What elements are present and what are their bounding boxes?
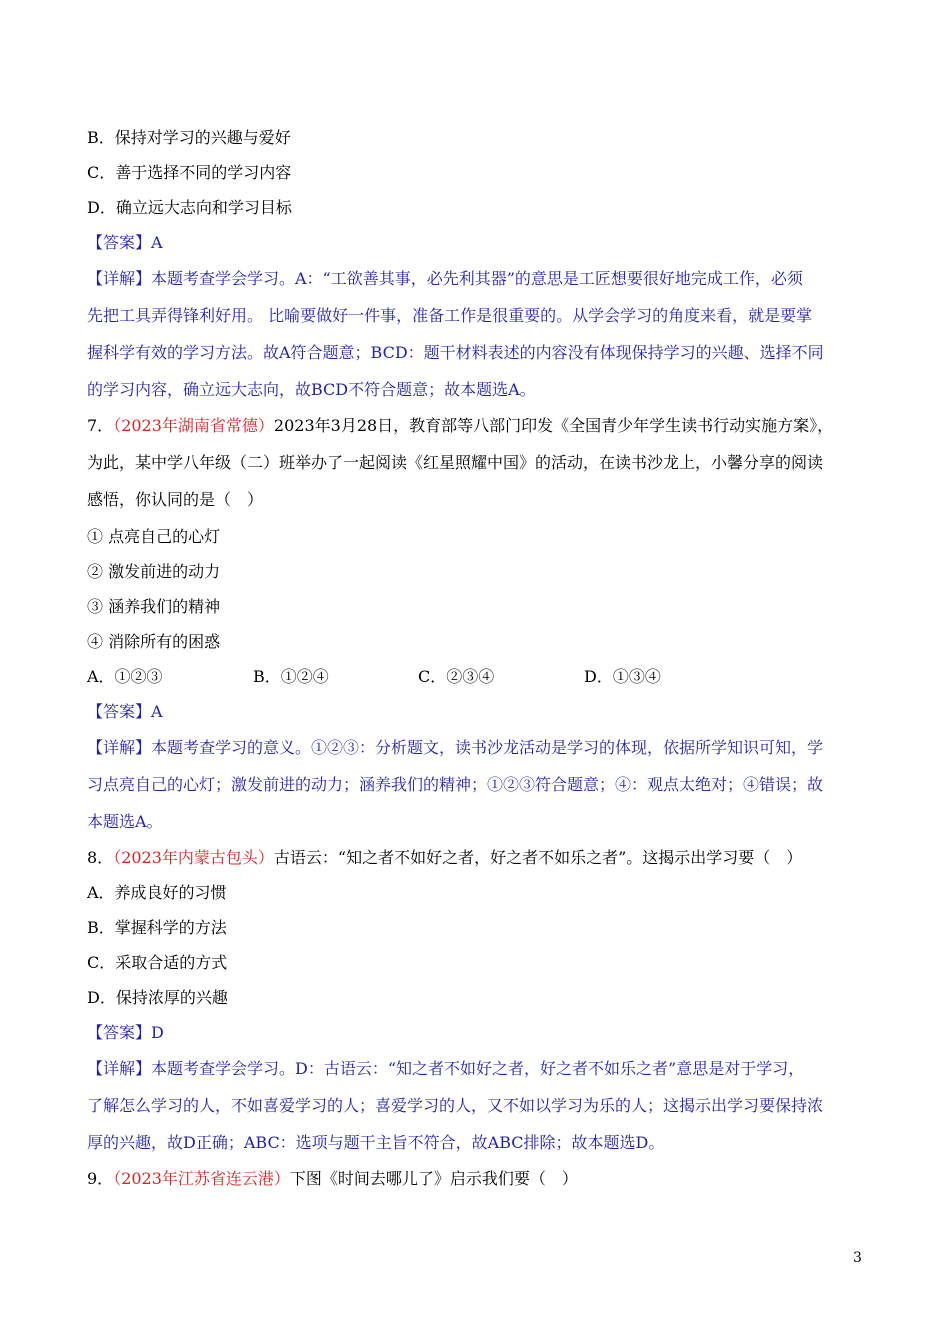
q9-number: 9． [87, 1169, 114, 1188]
q8-explanation-line-3: 厚的兴趣，故D正确；ABC：选项与题干主旨不符合，故ABC排除；故本题选D。 [87, 1133, 665, 1152]
q8-option-a: A．养成良好的习惯 [87, 883, 227, 902]
q7-stem-text-1: 2023年3月28日，教育部等八部门印发《全国青少年学生读书行动实施方案》， [273, 416, 834, 435]
q6-option-d: D．确立远大志向和学习目标 [87, 198, 292, 217]
q7-item-2: ② 激发前进的动力 [87, 562, 221, 581]
q7-option-c: C．②③④ [418, 667, 495, 686]
q7-option-d: D．①③④ [584, 667, 661, 686]
q8-option-b: B．掌握科学的方法 [87, 918, 227, 937]
q7-source: （2023年湖南省常德） [113, 416, 274, 435]
q9-stem-text: 下图《时间去哪儿了》启示我们要（ ） [289, 1169, 578, 1188]
q9-source: （2023年江苏省连云港） [113, 1169, 290, 1188]
q6-option-c: C．善于选择不同的学习内容 [87, 163, 292, 182]
q6-explanation-line-3: 握科学有效的学习方法。故A符合题意；BCD：题干材料表述的内容没有体现保持学习的兴趣、选择不同 [87, 343, 824, 362]
q7-answer: 【答案】A [87, 702, 163, 721]
q6-option-b: B．保持对学习的兴趣与爱好 [87, 128, 291, 147]
q9-stem [87, 1169, 578, 1189]
q6-answer: 【答案】A [87, 233, 163, 252]
q6-explanation-line-1: 【详解】本题考查学会学习。A：“工欲善其事，必先利其器”的意思是工匠想要很好地完成工作，必须 [87, 269, 803, 288]
q6-explanation-line-2: 先把工具弄得锋利好用。 比喻要做好一件事，准备工作是很重要的。从学会学习的角度来看，就是要掌 [87, 306, 813, 325]
q7-stem-line-1 [87, 416, 833, 436]
q7-option-b: B．①②④ [253, 667, 329, 686]
q7-explanation-line-2: 习点亮自己的心灯；激发前进的动力；涵养我们的精神；①②③符合题意；④：观点太绝对；④错误；故 [87, 775, 824, 794]
q7-item-1: ① 点亮自己的心灯 [87, 527, 221, 546]
q7-stem-line-2: 为此，某中学八年级（二）班举办了一起阅读《红星照耀中国》的活动，在读书沙龙上，小馨分享的阅读 [87, 453, 824, 472]
q7-option-a: A．①②③ [87, 667, 163, 686]
q8-explanation-line-2: 了解怎么学习的人，不如喜爱学习的人；喜爱学习的人，又不如以学习为乐的人；这揭示出学习要保持浓 [87, 1096, 824, 1115]
q7-item-3: ③ 涵养我们的精神 [87, 597, 221, 616]
q8-option-d: D．保持浓厚的兴趣 [87, 988, 228, 1007]
q6-explanation-line-4: 的学习内容，确立远大志向，故BCD不符合题意；故本题选A。 [87, 380, 536, 399]
q7-explanation-line-3: 本题选A。 [87, 812, 163, 831]
q8-source: （2023年内蒙古包头） [113, 848, 274, 867]
q8-explanation-line-1: 【详解】本题考查学会学习。D：古语云：“知之者不如好之者，好之者不如乐之者”意思是对于学习， [87, 1059, 805, 1078]
q8-option-c: C．采取合适的方式 [87, 953, 228, 972]
q8-stem-text: 古语云：“知之者不如好之者，好之者不如乐之者”。这揭示出学习要（ ） [273, 848, 803, 867]
q8-stem [87, 848, 802, 868]
q7-explanation-line-1: 【详解】本题考查学习的意义。①②③：分析题文，读书沙龙活动是学习的体现，依据所学知识可知，学 [87, 738, 824, 757]
q8-answer: 【答案】D [87, 1023, 164, 1042]
q7-item-4: ④ 消除所有的困惑 [87, 632, 221, 651]
q7-number: 7． [87, 416, 114, 435]
q8-number: 8． [87, 848, 114, 867]
page-number: 3 [853, 1250, 862, 1266]
q7-stem-line-3: 感悟，你认同的是（ ） [87, 490, 264, 509]
